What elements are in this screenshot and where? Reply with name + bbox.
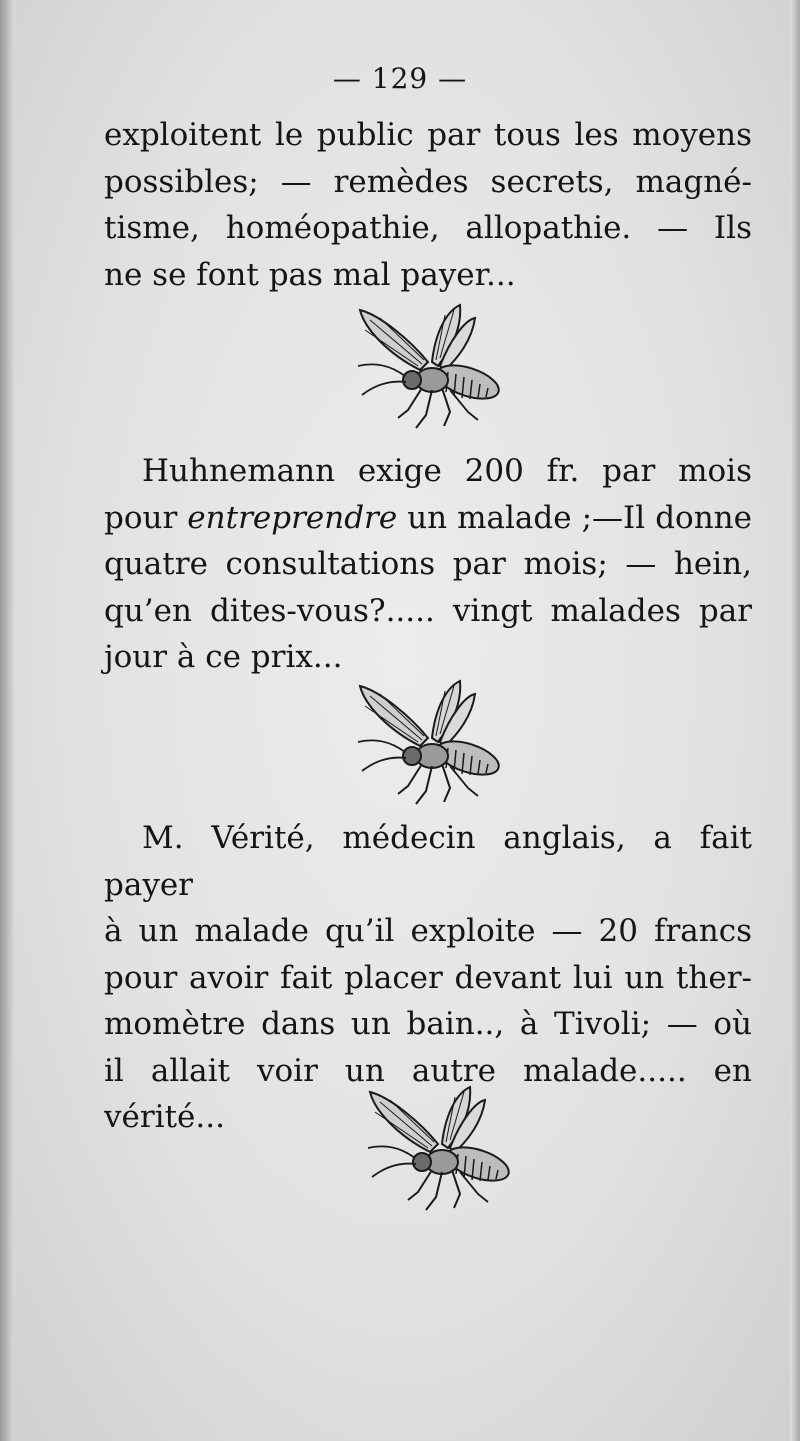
text-line: quatre consultations par mois; — hein, <box>104 546 752 582</box>
text-line: exploitent le public par tous les moyens <box>104 117 752 153</box>
paragraph-1 <box>104 112 752 298</box>
wasp-icon <box>360 1082 520 1217</box>
text-line: possibles; — remèdes secrets, magné- <box>104 163 752 200</box>
text-line: jour à ce prix... <box>104 639 343 675</box>
wasp-icon <box>350 300 510 435</box>
text-line: il allait voir un autre malade..... en <box>104 1052 752 1089</box>
text-line: vérité... <box>104 1099 225 1135</box>
text-line: tisme, homéopathie, allopathie. — Ils <box>104 210 752 246</box>
text-fragment: pour <box>104 499 188 536</box>
text-fragment: un malade ;—Il donne <box>397 499 752 536</box>
text-line: à un malade qu’il exploite — 20 francs <box>104 913 752 949</box>
paragraph-2 <box>104 448 752 681</box>
page-number: — 129 — <box>332 62 468 95</box>
text-line: momètre dans un bain.., à Tivoli; — où <box>104 1006 752 1042</box>
wasp-icon <box>350 676 510 811</box>
page-right-edge <box>790 0 800 1441</box>
italic-word: entreprendre <box>187 499 398 536</box>
text-line: M. Vérité, médecin anglais, a fait payer <box>104 820 752 903</box>
text-line: pour avoir fait placer devant lui un ther- <box>104 959 752 996</box>
page-left-edge <box>0 0 14 1441</box>
text-line-with-italic <box>104 495 752 542</box>
text-line: ne se font pas mal payer... <box>104 256 516 293</box>
text-line: Huhnemann exige 200 fr. par mois <box>142 453 752 489</box>
text-line: qu’en dites-vous?..... vingt malades par <box>104 592 752 629</box>
